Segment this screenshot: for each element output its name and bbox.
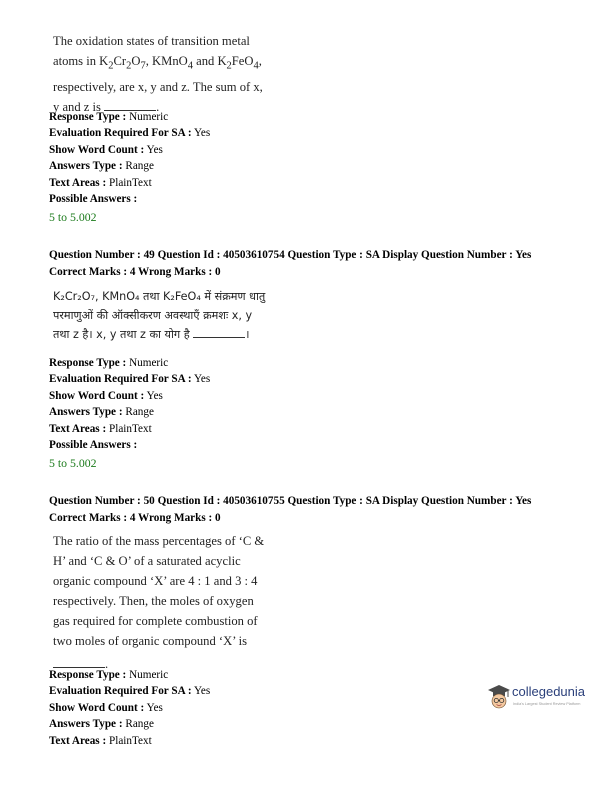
label: Evaluation Required For SA : [49,685,192,698]
answer-blank [193,327,245,338]
value: Range [125,406,154,419]
logo-wordmark: collegedunia [512,684,586,699]
label: Possible Answers : [49,193,138,206]
value: Numeric [129,111,169,123]
value: Range [125,160,154,173]
label: Text Areas : [49,734,107,747]
q50-line: organic compound ‘X’ are 4 : 1 and 3 : 4 [53,574,258,588]
q48-question-text [53,31,263,117]
response-type-row [49,667,579,683]
possible-answers-row [49,437,579,453]
label: Response Type : [49,111,127,123]
question-header-line: Question Number : 50 Question Id : 40503610755 Question Type : SA Display Question Number : Yes [49,495,532,507]
graduate-avatar-icon [487,683,511,713]
eval-required-row [49,371,579,387]
marks-line: Correct Marks : 4 Wrong Marks : 0 [49,265,221,278]
value: Numeric [129,669,169,681]
q48-line-2-part: Cr [113,54,127,68]
q49-header [49,247,579,281]
q50-line: The ratio of the mass percentages of ‘C & [53,534,265,548]
q49-line-1-rest: तथा K₂FeO₄ में संक्रमण धातु [139,290,266,303]
q49-chem-formulas: K₂Cr₂O₇, KMnO₄ [53,290,140,303]
label: Answers Type : [49,406,123,419]
value: Yes [193,685,211,698]
q49-line-3-end: । [245,328,250,341]
subscript: 2 [108,60,114,72]
question-header-line: Question Number : 49 Question Id : 40503610754 Question Type : SA Display Question Number : Yes [49,249,532,261]
eval-required-row [49,125,579,141]
answers-type-row [49,716,579,732]
value: Range [125,718,154,731]
q49-metadata [49,355,579,453]
q48-line-3: respectively, are x, y and z. The sum of x, [53,79,263,94]
text-areas-row [49,175,579,191]
q50-blank-line: . [53,654,264,674]
subscript: 4 [253,60,259,72]
response-type-row [49,109,579,125]
q49-question-text [53,287,265,344]
logo-tagline: India's Largest Student Review Platform [513,702,581,706]
q48-line-2-part: , [258,54,262,68]
response-type-row [49,355,579,371]
answers-type-row [49,404,579,420]
label: Text Areas : [49,422,107,435]
q49-line-3-text: तथा z है। x, y तथा z का योग है [53,328,190,341]
q49-line-3 [53,325,265,344]
label: Text Areas : [49,176,107,189]
collegedunia-logo [487,683,591,717]
q49-line-2: परमाणुओं की ऑक्सीकरण अवस्थाएँ क्रमशः x, y [53,309,253,322]
subscript: 7 [140,60,146,72]
q48-line-4-text: y and z is [53,99,101,114]
value: Yes [193,127,211,140]
q50-question-text [53,531,264,674]
value: PlainText [108,734,152,747]
word-count-row [49,388,579,404]
value: PlainText [108,422,152,435]
label: Answers Type : [49,718,123,731]
value: Yes [146,143,163,156]
q49-line-1 [53,287,265,306]
label: Answers Type : [49,160,123,173]
possible-answers-row [49,191,579,207]
q50-line: H’ and ‘C & O’ of a saturated acyclic [53,554,241,568]
value: Numeric [129,357,169,369]
q50-header [49,493,579,527]
value: Yes [193,373,211,386]
q48-line-4: y and z is . [53,99,160,114]
text-areas-row [49,733,579,749]
answers-type-row [49,158,579,174]
q49-possible-answers: 5 to 5.002 [49,456,97,470]
label: Response Type : [49,357,127,369]
label: Possible Answers : [49,439,138,452]
label: Response Type : [49,669,127,681]
q48-line-2 [53,51,263,77]
q50-line: gas required for complete combustion of [53,614,258,628]
value: Yes [146,701,163,714]
label: Evaluation Required For SA : [49,373,192,386]
value: PlainText [108,176,152,189]
subscript: 4 [187,60,193,72]
label: Evaluation Required For SA : [49,127,192,140]
subscript: 2 [226,60,232,72]
q48-metadata [49,109,579,207]
label: Show Word Count : [49,389,145,402]
label: Show Word Count : [49,143,145,156]
q48-possible-answers: 5 to 5.002 [49,210,97,224]
label: Show Word Count : [49,701,145,714]
subscript: 2 [126,60,132,72]
q48-line-2-part: O [131,54,141,68]
word-count-row [49,142,579,158]
value: Yes [146,389,163,402]
q50-line: two moles of organic compound ‘X’ is [53,634,248,648]
q48-line-2-part: FeO [231,54,254,68]
q48-line-2-part: and K [192,54,227,68]
q48-line-2-part: , KMnO [145,54,188,68]
q48-line-1: The oxidation states of transition metal [53,34,250,48]
marks-line: Correct Marks : 4 Wrong Marks : 0 [49,511,221,524]
q48-line-2-part: atoms in K [53,54,109,68]
text-areas-row [49,421,579,437]
q50-line: respectively. Then, the moles of oxygen [53,594,254,608]
